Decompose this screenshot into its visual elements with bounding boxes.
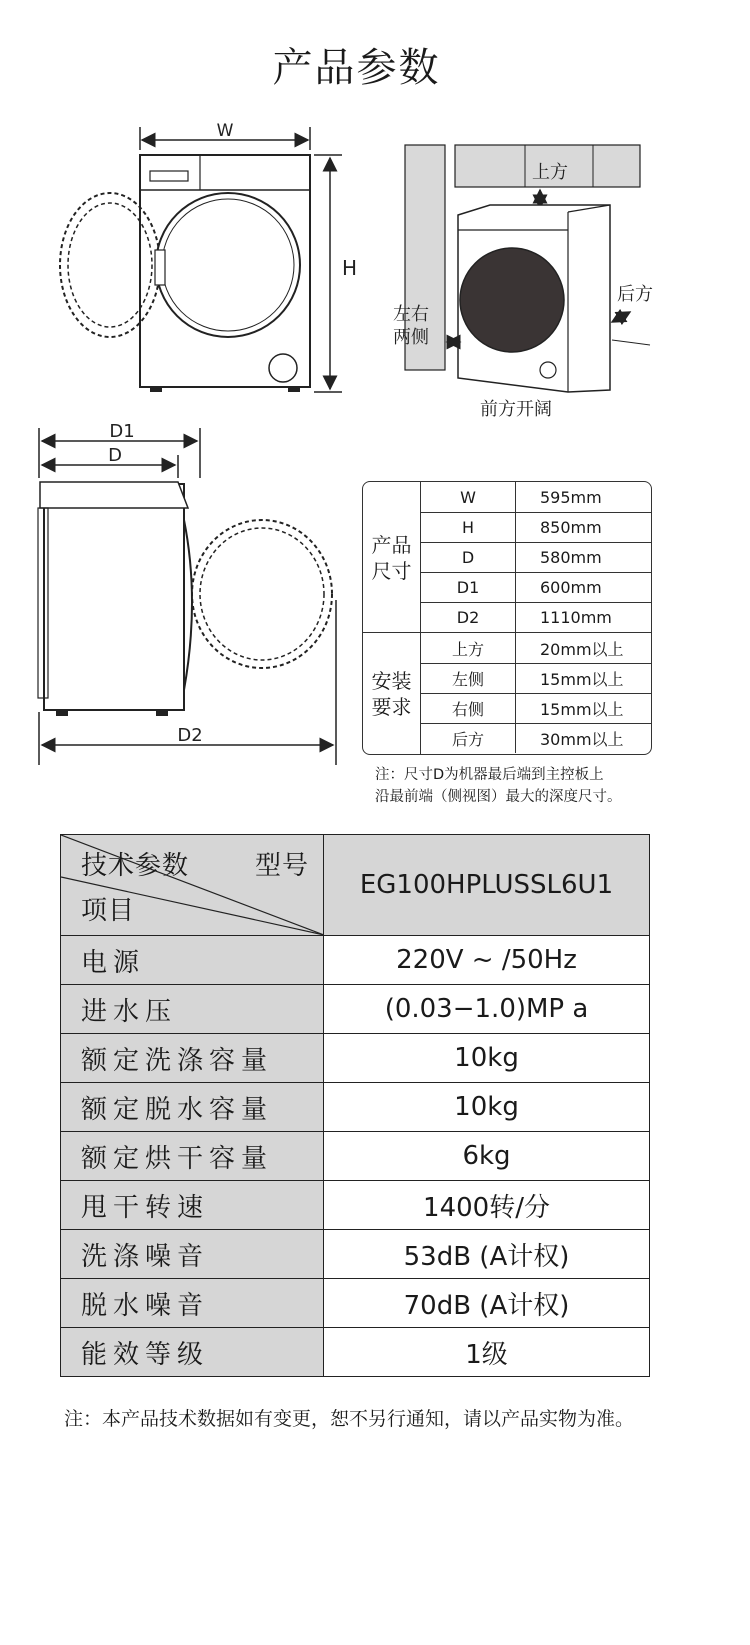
installation-diagram xyxy=(393,145,653,420)
tech-corner-cell: 技术参数 型号 项目 xyxy=(61,835,324,936)
table-row: 额定脱水容量 10kg xyxy=(61,1083,650,1132)
table-row: 进水压 (0.03−1.0)MP a xyxy=(61,985,650,1034)
table-row: 额定烘干容量 6kg xyxy=(61,1132,650,1181)
d-label: D xyxy=(108,445,122,466)
dimensions-note: 注：尺寸D为机器最后端到主控板上 沿最前端（侧视图）最大的深度尺寸。 xyxy=(375,767,622,805)
model-number: EG100HPLUSSL6U1 xyxy=(324,835,650,936)
table-row: 甩干转速 1400转/分 xyxy=(61,1181,650,1230)
table-row: 额定洗涤容量 10kg xyxy=(61,1034,650,1083)
install-row: 右侧 15mm以上 xyxy=(421,693,651,723)
front-view-diagram xyxy=(60,121,357,392)
install-group-label: 安装 要求 xyxy=(363,633,421,755)
side-view-diagram xyxy=(38,421,336,765)
table-row: 能效等级 1级 xyxy=(61,1328,650,1377)
table-row: 洗涤噪音 53dB (A计权) xyxy=(61,1230,650,1279)
sides-label-2: 两侧 xyxy=(393,327,429,348)
d1-label: D1 xyxy=(109,421,135,442)
dim-row: H 850mm xyxy=(421,512,651,542)
h-label: H xyxy=(342,256,358,280)
sides-label-1: 左右 xyxy=(393,304,429,325)
footnote: 注：本产品技术数据如有变更，恕不另行通知，请以产品实物为准。 xyxy=(64,1408,635,1430)
page-title: 产品参数 xyxy=(272,45,441,91)
size-group-label: 产品 尺寸 xyxy=(363,482,421,633)
dim-row: D1 600mm xyxy=(421,572,651,602)
install-row: 左侧 15mm以上 xyxy=(421,663,651,693)
dim-row: D2 1110mm xyxy=(421,602,651,632)
top-clearance-label: 上方 xyxy=(532,162,568,183)
tech-specs-table xyxy=(60,834,650,1377)
dimensions-table xyxy=(362,481,652,755)
w-label: W xyxy=(216,121,234,141)
install-row: 上方 20mm以上 xyxy=(421,633,651,663)
tech-header-row xyxy=(61,835,650,936)
d2-label: D2 xyxy=(177,725,203,746)
back-clearance-label: 后方 xyxy=(617,284,653,305)
table-row: 脱水噪音 70dB (A计权) xyxy=(61,1279,650,1328)
dim-row: W 595mm xyxy=(421,482,651,512)
dim-row: D 580mm xyxy=(421,542,651,572)
install-row: 后方 30mm以上 xyxy=(421,723,651,753)
front-clearance-label: 前方开阔 xyxy=(480,399,552,420)
table-row: 电源 220V ~ /50Hz xyxy=(61,936,650,985)
